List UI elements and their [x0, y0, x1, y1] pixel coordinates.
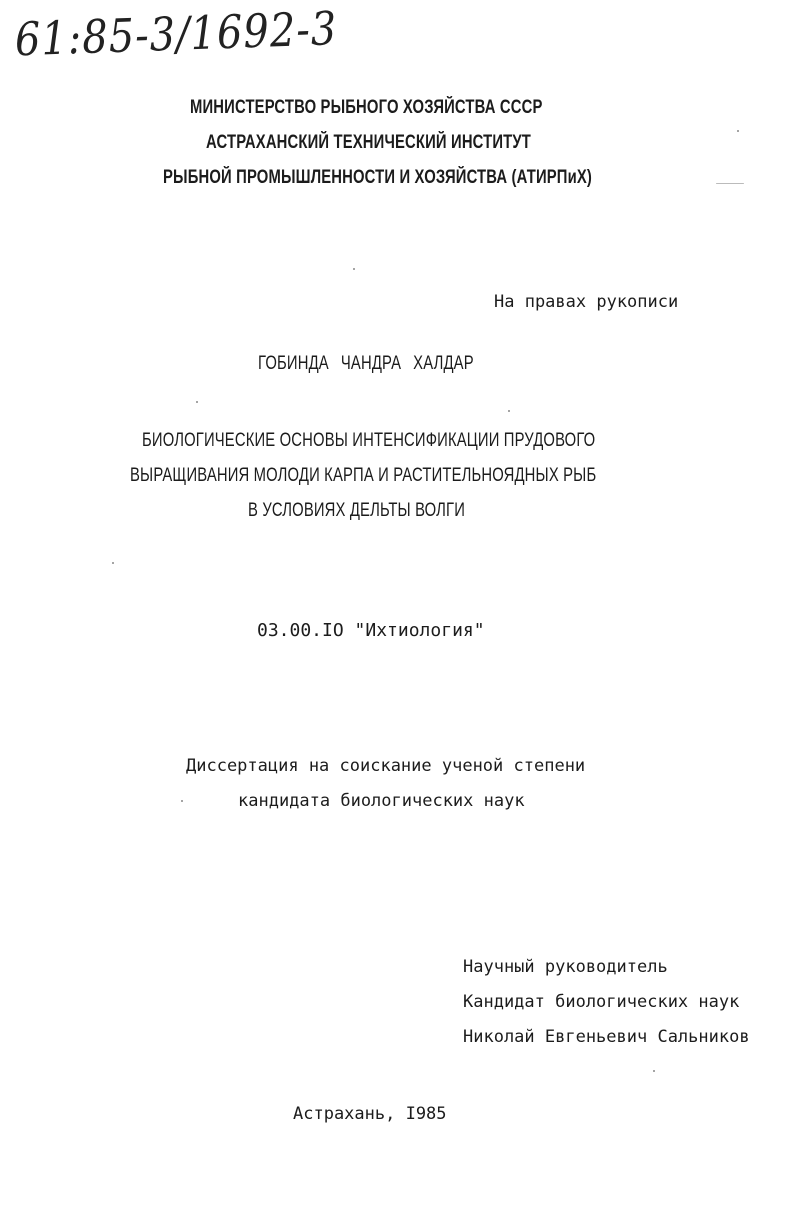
dissertation-degree-line-2: кандидата биологических наук — [238, 791, 525, 811]
archive-code-handwritten: 61:85-3/1692-3 — [14, 2, 339, 67]
supervisor-name: Николай Евгеньевич Сальников — [463, 1027, 750, 1047]
supervisor-label: Научный руководитель — [463, 957, 668, 977]
scan-speck — [737, 130, 739, 132]
specialty-code: 03.00.IO "Ихтиология" — [257, 620, 485, 641]
place-and-year: Астрахань, I985 — [293, 1104, 447, 1124]
scan-speck — [112, 562, 114, 564]
scan-speck — [181, 800, 183, 802]
dissertation-degree-line-1: Диссертация на соискание ученой степени — [186, 756, 586, 776]
thesis-title-line-2: ВЫРАЩИВАНИЯ МОЛОДИ КАРПА И РАСТИТЕЛЬНОЯДНЫХ РЫБ — [130, 465, 597, 486]
scan-speck — [508, 410, 510, 412]
thesis-title-line-1: БИОЛОГИЧЕСКИЕ ОСНОВЫ ИНТЕНСИФИКАЦИИ ПРУДОВОГО — [142, 430, 596, 451]
scan-speck — [353, 268, 355, 270]
scan-speck — [653, 1070, 655, 1072]
thesis-title-line-3: В УСЛОВИЯХ ДЕЛЬТЫ ВОЛГИ — [248, 500, 466, 521]
scan-speck — [196, 401, 198, 403]
ministry-heading: МИНИСТЕРСТВО РЫБНОГО ХОЗЯЙСТВА СССР — [190, 97, 543, 118]
manuscript-rights-note: На правах рукописи — [494, 292, 679, 312]
institute-heading: АСТРАХАНСКИЙ ТЕХНИЧЕСКИЙ ИНСТИТУТ — [206, 132, 531, 153]
institute-heading-continued: РЫБНОЙ ПРОМЫШЛЕННОСТИ И ХОЗЯЙСТВА (АТИРПиХ) — [163, 167, 592, 188]
scan-speck — [716, 183, 744, 184]
author-name: ГОБИНДА ЧАНДРА ХАЛДАР — [258, 353, 474, 374]
supervisor-degree: Кандидат биологических наук — [463, 992, 740, 1012]
